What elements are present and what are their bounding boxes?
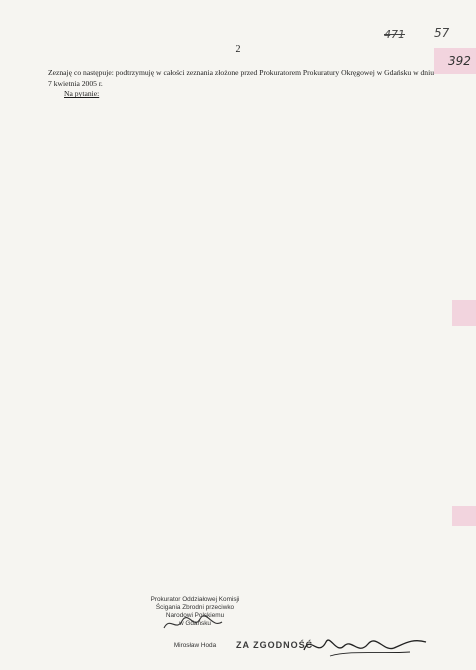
question-label: Na pytanie: bbox=[64, 89, 100, 99]
folio-number: 392 bbox=[448, 54, 471, 68]
signature-line: Ścigania Zbrodni przeciwko bbox=[155, 604, 235, 611]
signature-line: w Gdańsku bbox=[179, 620, 211, 627]
testimony-intro: Zeznaję co następuje: podtrzymuję w całości zeznania złożone przed Prokuratorem Prokuratury Okręgowej w Gdańsku w dniu 7 kwietnia 2005 r. bbox=[48, 68, 434, 88]
signature-line: Narodowi Polskiemu bbox=[165, 612, 225, 619]
pink-marker-tab bbox=[452, 300, 476, 326]
archive-number-handwritten: 57 bbox=[434, 26, 450, 40]
certification-stamp: ZA ZGODNOŚĆ bbox=[236, 640, 314, 650]
testimony-question-paragraph bbox=[48, 89, 434, 100]
testimony-body bbox=[48, 68, 434, 100]
handwritten-signature bbox=[300, 628, 430, 662]
prosecutor-name: Mirosław Hoda bbox=[173, 642, 217, 649]
pink-marker-tab bbox=[452, 506, 476, 526]
archive-number-crossed-out: 471 bbox=[384, 28, 405, 41]
page-number: 2 bbox=[235, 44, 241, 55]
prosecutor-signature-scribble bbox=[158, 612, 228, 634]
signature-line: Prokurator Oddziałowej Komisji bbox=[150, 596, 240, 603]
